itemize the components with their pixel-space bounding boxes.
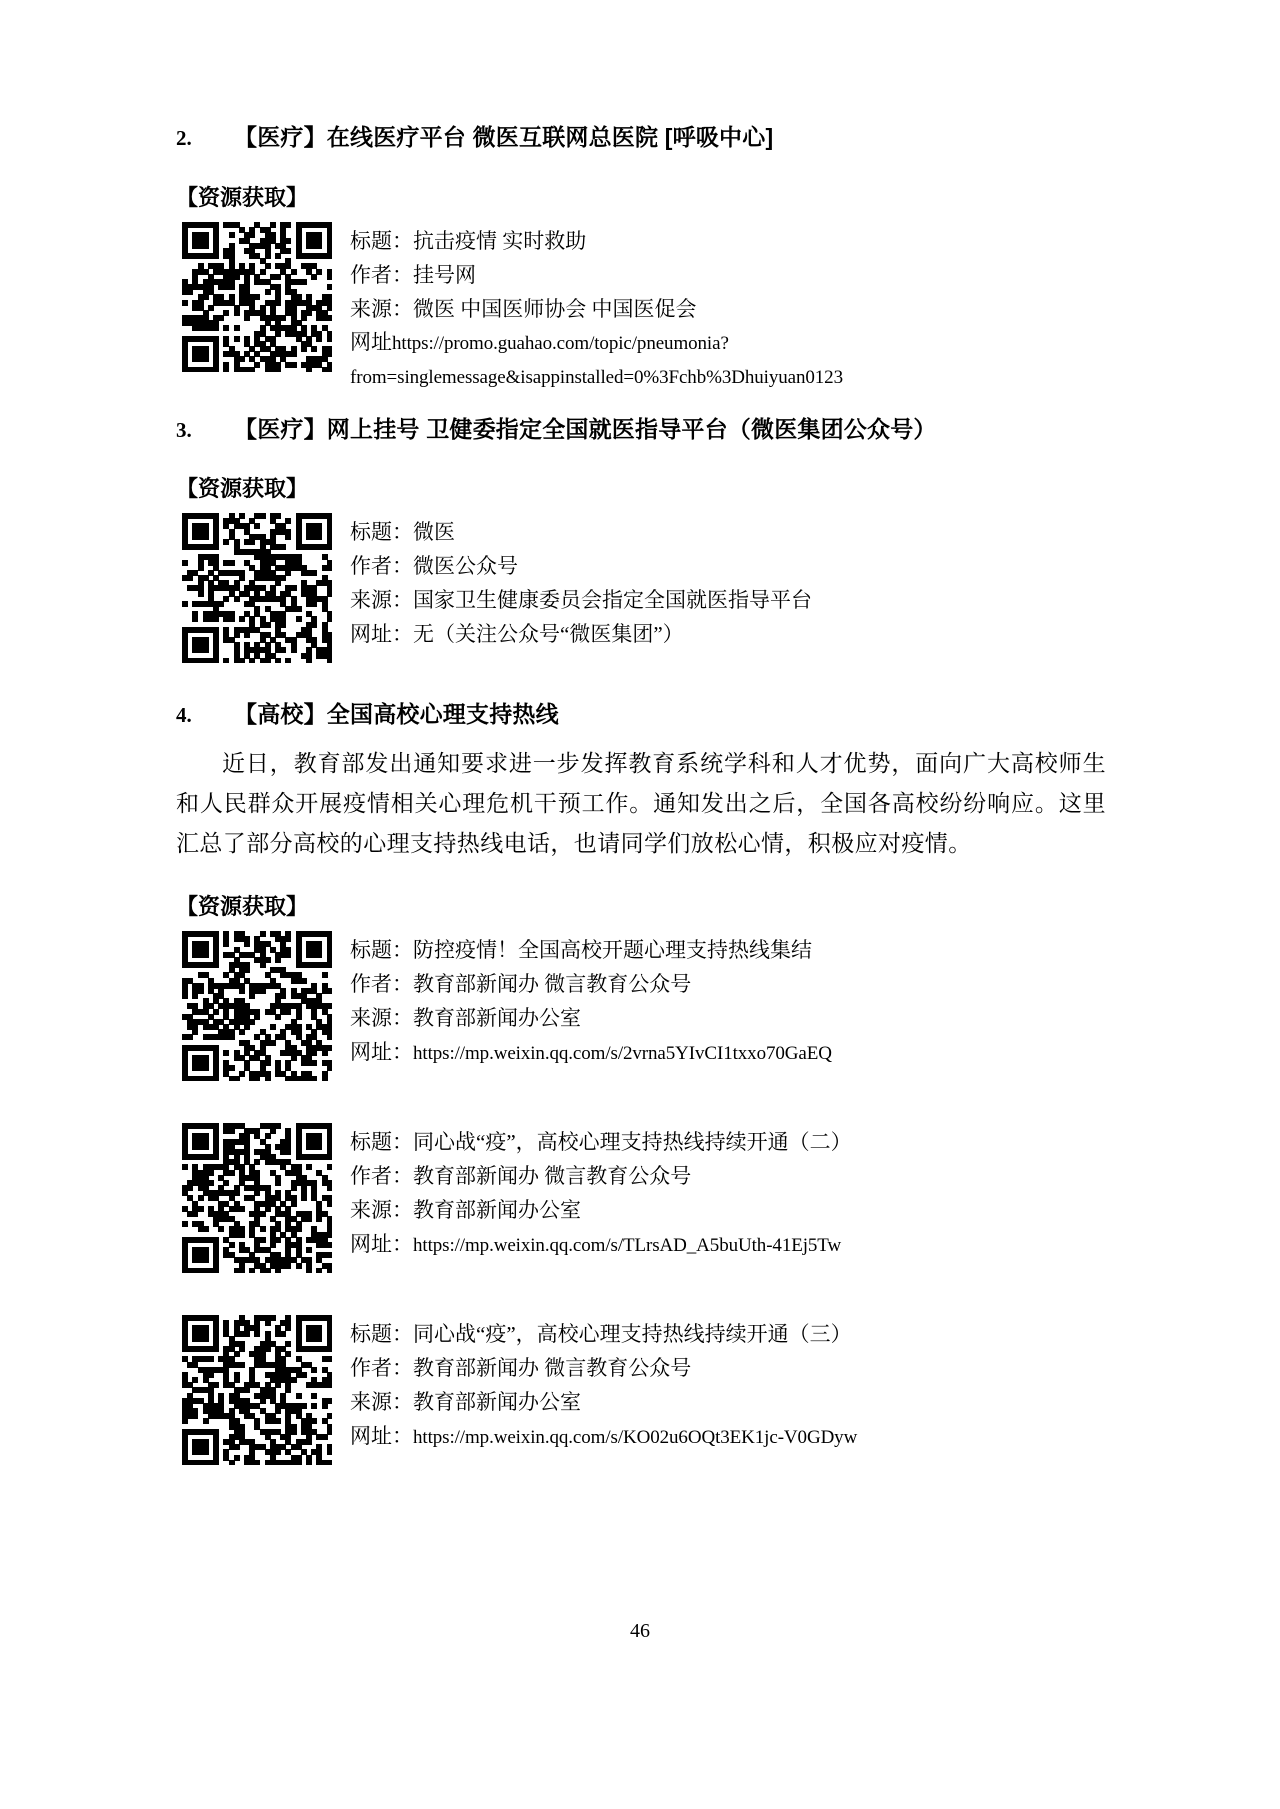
item-title: 【医疗】在线医疗平台 微医互联网总医院 [呼吸中心] [234,124,774,150]
qr-code-guahao [182,222,332,372]
field-label-author: 作者： [350,971,413,996]
field-url [350,1419,1106,1455]
field-label-source: 来源： [350,1197,413,1222]
item-heading-2 [176,120,1106,155]
field-value-url: 无（关注公众号“微医集团”） [413,622,684,646]
field-title [350,1125,1106,1159]
resource-fields [350,931,1106,1071]
resource-label-3: 【资源获取】 [176,476,309,501]
field-value-author: 教育部新闻办 微言教育公众号 [413,1355,692,1380]
field-title [350,933,1106,967]
field-label-source: 来源： [350,588,413,612]
resource-label-4: 【资源获取】 [176,893,309,919]
field-label-url: 网址： [350,1423,413,1448]
field-author [350,258,1106,292]
field-value-url[interactable]: https://promo.guahao.com/topic/pneumonia?from=singlemessage&isappinstalled=0%3Fchb%3Dhuiyuan0123 [350,332,843,388]
field-label-author: 作者： [350,262,413,287]
field-value-title: 同心战“疫”，高校心理支持热线持续开通（三） [413,1321,852,1346]
resource-fields [350,1315,1106,1455]
resource-block-4-1 [176,931,1106,1081]
field-value-url[interactable]: https://mp.weixin.qq.com/s/KO02u6OQt3EK1jc-V0GDyw [413,1426,858,1448]
field-value-author: 微医公众号 [413,554,518,578]
page-number: 46 [630,1620,650,1642]
field-label-title: 标题： [350,520,413,544]
field-source [350,583,1106,617]
field-label-author: 作者： [350,1355,413,1380]
qr-code-hotline-1 [182,931,332,1081]
field-title [350,1317,1106,1351]
field-label-url: 网址： [350,622,413,646]
page-content [176,120,1106,1465]
field-label-url: 网址： [350,1231,413,1256]
field-label-source: 来源： [350,296,413,321]
field-label-title: 标题： [350,228,413,253]
field-label-url: 网址 [350,329,392,354]
field-source [350,1193,1106,1227]
qr-code-hotline-2 [182,1123,332,1273]
resource-block-4-2 [176,1123,1106,1273]
field-label-source: 来源： [350,1005,413,1030]
field-value-url[interactable]: https://mp.weixin.qq.com/s/TLrsAD_A5buUth-41Ej5Tw [413,1234,842,1256]
field-value-author: 挂号网 [413,262,476,287]
resource-label-2: 【资源获取】 [176,184,309,210]
field-source [350,1385,1106,1419]
field-value-url[interactable]: https://mp.weixin.qq.com/s/2vrna5YIvCI1txxo70GaEQ [413,1042,832,1064]
field-title [350,515,1106,549]
field-value-title: 微医 [413,520,455,544]
resource-block-4-3 [176,1315,1106,1465]
resource-fields [350,222,1106,394]
field-value-source: 教育部新闻办公室 [413,1389,581,1414]
item-number: 4. [176,703,192,727]
field-author [350,1159,1106,1193]
item-heading-4 [176,697,1106,732]
field-author [350,549,1106,583]
field-label-title: 标题： [350,1321,413,1346]
item-title: 【高校】全国高校心理支持热线 [234,701,559,727]
field-author [350,967,1106,1001]
field-url [350,326,1106,394]
resource-block-2-1 [176,222,1106,394]
resource-block-3-1 [176,513,1106,663]
item-heading-3 [176,412,1106,447]
field-title [350,224,1106,258]
field-value-title: 同心战“疫”，高校心理支持热线持续开通（二） [413,1129,852,1154]
field-value-author: 教育部新闻办 微言教育公众号 [413,1163,692,1188]
field-label-author: 作者： [350,1163,413,1188]
field-value-source: 教育部新闻办公室 [413,1197,581,1222]
qr-code-hotline-3 [182,1315,332,1465]
field-source [350,1001,1106,1035]
field-value-author: 教育部新闻办 微言教育公众号 [413,971,692,996]
field-source [350,292,1106,326]
field-url [350,1227,1106,1263]
field-value-source: 国家卫生健康委员会指定全国就医指导平台 [413,588,812,612]
field-url [350,1035,1106,1071]
field-label-title: 标题： [350,937,413,962]
item-number: 3. [176,417,192,442]
resource-fields [350,513,1106,651]
field-label-url: 网址： [350,1039,413,1064]
field-label-author: 作者： [350,554,413,578]
field-value-source: 教育部新闻办公室 [413,1005,581,1030]
field-label-source: 来源： [350,1389,413,1414]
field-label-title: 标题： [350,1129,413,1154]
resource-fields [350,1123,1106,1263]
field-value-title: 抗击疫情 实时救助 [413,228,587,253]
item-4-paragraph: 近日，教育部发出通知要求进一步发挥教育系统学科和人才优势，面向广大高校师生和人民群众开展疫情相关心理危机干预工作。通知发出之后，全国各高校纷纷响应。这里汇总了部分高校的心理支持热线电话，也请同学们放松心情，积极应对疫情。 [176,750,1106,856]
field-url [350,617,1106,651]
item-title: 【医疗】网上挂号 卫健委指定全国就医指导平台（微医集团公众号） [234,415,937,442]
item-number: 2. [176,126,192,150]
qr-code-weiyi-official [182,513,332,663]
field-author [350,1351,1106,1385]
field-value-title: 防控疫情！全国高校开题心理支持热线集结 [413,937,812,962]
field-value-source: 微医 中国医师协会 中国医促会 [413,296,697,321]
